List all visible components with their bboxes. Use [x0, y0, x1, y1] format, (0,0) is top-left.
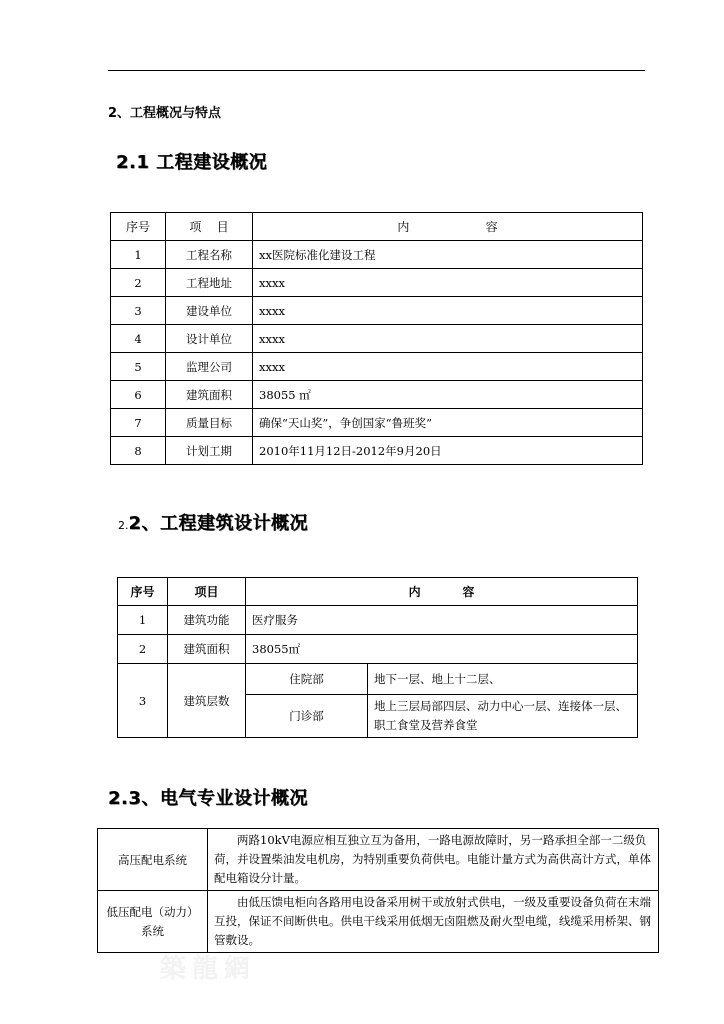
electrical-design-table [97, 828, 659, 953]
cell-no: 7 [111, 409, 166, 437]
table-row [111, 437, 643, 465]
header-cell: 内 容 [246, 578, 638, 606]
cell-content: 地下一层、地上十二层、 [368, 664, 638, 695]
cell-no: 1 [111, 241, 166, 269]
cell-item: 设计单位 [166, 325, 253, 353]
table-row [111, 409, 643, 437]
cell-content: 2010年11月12日-2012年9月20日 [253, 437, 643, 465]
table-row [118, 635, 638, 664]
table-row [98, 829, 659, 891]
table-row [118, 664, 638, 695]
table-row [111, 241, 643, 269]
cell-no: 8 [111, 437, 166, 465]
section-2-2-title-text: 2、工程建筑设计概况 [128, 513, 309, 534]
cell-no: 1 [118, 606, 168, 635]
cell-content: 38055㎡ [246, 635, 638, 664]
cell-content: 38055 ㎡ [253, 381, 643, 409]
cell-no: 2 [111, 269, 166, 297]
table-header-row [111, 213, 643, 241]
section-2-1-title: 2.1 工程建设概况 [116, 152, 268, 173]
cell-item: 工程名称 [166, 241, 253, 269]
cell-content: xx医院标准化建设工程 [253, 241, 643, 269]
header-cell: 序号 [118, 578, 168, 606]
cell-item: 工程地址 [166, 269, 253, 297]
cell-item: 监理公司 [166, 353, 253, 381]
cell-item: 建设单位 [166, 297, 253, 325]
table-row [111, 381, 643, 409]
cell-system-name: 高压配电系统 [98, 829, 208, 891]
cell-system-desc: 两路10kV电源应相互独立互为备用，一路电源故障时，另一路承担全部一二级负荷，并设置柴油发电机房，为特别重要负荷供电。电能计量方式为高供高计方式，单体配电箱设分计量。 [208, 829, 659, 891]
cell-no: 3 [118, 664, 168, 738]
table-row [111, 297, 643, 325]
cell-no: 2 [118, 635, 168, 664]
section-2-3-title: 2.3、电气专业设计概况 [108, 788, 308, 809]
cell-content: 地上三层局部四层、动力中心一层、连接体一层、职工食堂及营养食堂 [368, 695, 638, 738]
cell-content: 确保“天山奖”，争创国家“鲁班奖” [253, 409, 643, 437]
cell-content: xxxx [253, 269, 643, 297]
cell-system-name: 低压配电（动力）系统 [98, 891, 208, 953]
table-row [98, 891, 659, 953]
cell-no: 5 [111, 353, 166, 381]
cell-item: 建筑功能 [168, 606, 246, 635]
table-row [111, 353, 643, 381]
cell-content: xxxx [253, 353, 643, 381]
header-cell: 内 容 [253, 213, 643, 241]
table-row [111, 269, 643, 297]
cell-no: 6 [111, 381, 166, 409]
header-rule [108, 70, 645, 71]
section-2-2-prefix: 2. [118, 519, 129, 532]
cell-item: 计划工期 [166, 437, 253, 465]
cell-no: 4 [111, 325, 166, 353]
section-heading: 2、工程概况与特点 [108, 106, 222, 121]
cell-system-desc: 由低压馈电柜向各路用电设备采用树干或放射式供电，一级及重要设备负荷在末端互投，保证不间断供电。供电干线采用低烟无卤阻燃及耐火型电缆，线缆采用桥架、钢管敷设。 [208, 891, 659, 953]
cell-item: 建筑面积 [168, 635, 246, 664]
cell-content: 医疗服务 [246, 606, 638, 635]
cell-item: 建筑层数 [168, 664, 246, 738]
cell-content: xxxx [253, 325, 643, 353]
table-header-row [118, 578, 638, 606]
table-row [118, 606, 638, 635]
cell-item: 建筑面积 [166, 381, 253, 409]
header-cell: 项 目 [166, 213, 253, 241]
cell-item: 质量目标 [166, 409, 253, 437]
project-overview-table [110, 212, 643, 465]
table-row [111, 325, 643, 353]
cell-subitem: 住院部 [246, 664, 368, 695]
watermark: 築龍網 [160, 954, 257, 984]
header-cell: 项目 [168, 578, 246, 606]
cell-no: 3 [111, 297, 166, 325]
cell-subitem: 门诊部 [246, 695, 368, 738]
cell-content: xxxx [253, 297, 643, 325]
header-cell: 序号 [111, 213, 166, 241]
section-2-2-title [118, 509, 308, 535]
architecture-design-table [117, 577, 638, 738]
